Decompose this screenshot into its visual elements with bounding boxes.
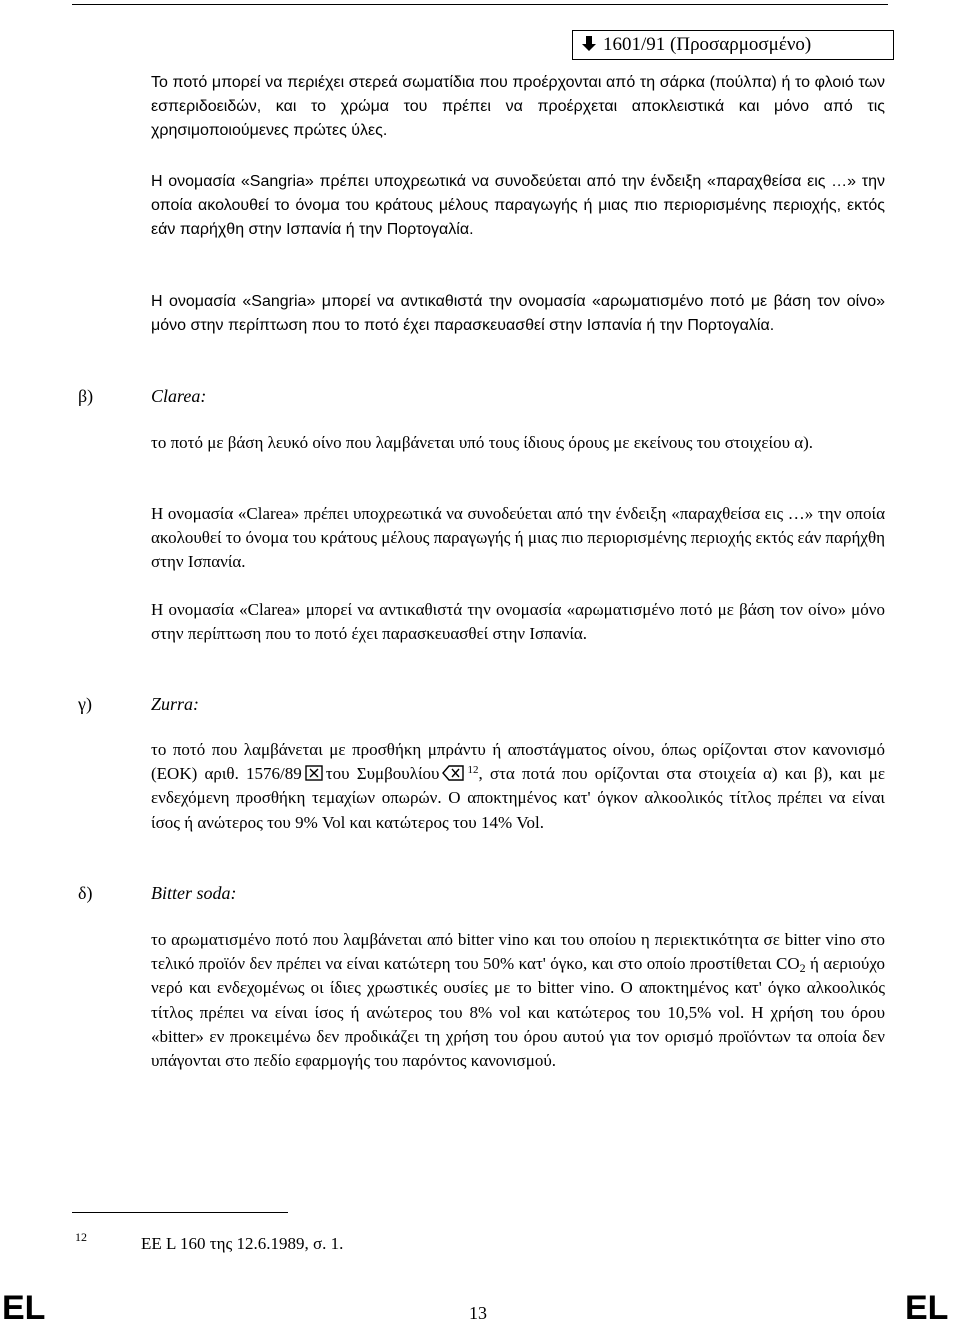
language-code-right: EL xyxy=(905,1289,949,1327)
language-code-left: EL xyxy=(2,1289,46,1327)
bitter-text-1: το αρωματισμένο ποτό που λαμβάνεται από bitter vino και του οποίου η περιεκτικότητα σε bitter vino στο τελικό προϊόν δεν πρέπει να είναι κατώτερη του 50% κατ' όγκο, και στο οποίο προστίθεται CO xyxy=(151,930,885,974)
arrow-down-icon xyxy=(581,35,597,52)
bitter-text-2: ή αεριούχο νερό και ενδεχομένως οι ίδιες χρωστικές ουσίες με το bitter vino. Ο αποκτημένος κατ' όγκο αλκοολικός τίτλος πρέπει να είναι ίσος ή ανώτερος του 8% vol και κατώτερος του 10,5% vol. Η χρήση του όρου «bitter» εν προκειμένω δεν προδικάζει τη χρήση του όρου αυτού για τον ορισμό προϊόντων τα οποία δεν υπάγονται στο πεδίο εφαρμογής του παρόντος κανονισμού. xyxy=(151,954,885,1071)
footnote-text: EE L 160 της 12.6.1989, σ. 1. xyxy=(141,1234,344,1253)
item-term-zurra: Zurra: xyxy=(151,694,200,714)
clarea-paragraph-3: Η ονομασία «Clarea» μπορεί να αντικαθιστά την ονομασία «αρωματισμένο ποτό με βάση τον οίνο» μόνο στην περίπτωση που το ποτό έχει παρασκευασθεί στην Ισπανία. xyxy=(151,600,885,644)
clarea-paragraph-2: Η ονομασία «Clarea» πρέπει υποχρεωτικά να συνοδεύεται από την ένδειξη «παραχθείσα εις …» την οποία ακολουθεί το όνομα του κράτους μέλους παραγωγής ή μιας πιο περιορισμένης περιοχής εκτός εάν παρήχθη στην Ισπανία. xyxy=(151,504,885,572)
amendment-marker-text: 1601/91 (Προσαρμοσμένο) xyxy=(603,34,812,55)
clarea-paragraph-1: το ποτό με βάση λευκό οίνο που λαμβάνεται υπό τους ίδιους όρους με εκείνους του στοιχείου α). xyxy=(151,433,814,452)
intro-paragraph: Το ποτό μπορεί να περιέχει στερεά σωματίδια που προέρχονται από τη σάρκα (πούλπα) ή το φλοιό των εσπεριδοειδών, και το χρώμα του πρέπει να προέρχεται αποκλειστικά και μόνο από τις χρησιμοποιούμενες πρώτες ύλες. xyxy=(151,74,885,140)
bitter-soda-paragraph xyxy=(151,928,885,1073)
item-term-bitter-soda: Bitter soda: xyxy=(151,883,237,903)
sangria-paragraph-1: Η ονομασία «Sangria» πρέπει υποχρεωτικά να συνοδεύεται από την ένδειξη «παραχθείσα εις …» την οποία ακολουθεί το όνομα του κράτους μέλους παραγωγής ή μιας πιο περιορισμένης περιοχής, εκτός εάν παρήχθη στην Ισπανία ή την Πορτογαλία. xyxy=(151,173,885,239)
insertion-end-icon xyxy=(442,765,464,781)
amendment-marker xyxy=(572,30,894,60)
zurra-text-2: του Συμβουλίου xyxy=(325,764,440,784)
item-term-clarea: Clarea: xyxy=(151,386,207,406)
item-label-b: β) xyxy=(78,386,94,406)
item-label-c: γ) xyxy=(78,694,92,714)
page-number: 13 xyxy=(469,1303,487,1323)
footnote-ref: 12 xyxy=(467,764,479,777)
footnote-number: 12 xyxy=(75,1230,87,1244)
footnote-rule xyxy=(72,1212,288,1213)
item-label-d: δ) xyxy=(78,883,93,903)
zurra-text-3: , στα ποτά που ορίζονται στα στοιχεία α) και β), και με ενδεχόμενη προσθήκη τεμαχίων οπωρών. Ο αποκτημένος κατ' όγκον αλκοολικός τίτλος πρέπει να είναι ίσος ή ανώτερος του 9% Vol και κατώτερος του 14% Vol. xyxy=(151,764,885,832)
top-rule xyxy=(72,4,888,5)
zurra-paragraph xyxy=(151,738,885,835)
sangria-paragraph-2: Η ονομασία «Sangria» μπορεί να αντικαθιστά την ονομασία «αρωματισμένο ποτό με βάση τον οίνο» μόνο στην περίπτωση που το ποτό έχει παρασκευασθεί στην Ισπανία ή την Πορτογαλία. xyxy=(151,293,885,335)
insertion-start-icon xyxy=(305,765,323,781)
co2-subscript: 2 xyxy=(799,961,806,976)
zurra-text-1: το ποτό που λαμβάνεται με προσθήκη μπράντυ ή αποστάγματος οίνου, όπως ορίζονται στον κανονισμό (ΕΟΚ) αριθ. 1576/89 xyxy=(151,740,885,784)
